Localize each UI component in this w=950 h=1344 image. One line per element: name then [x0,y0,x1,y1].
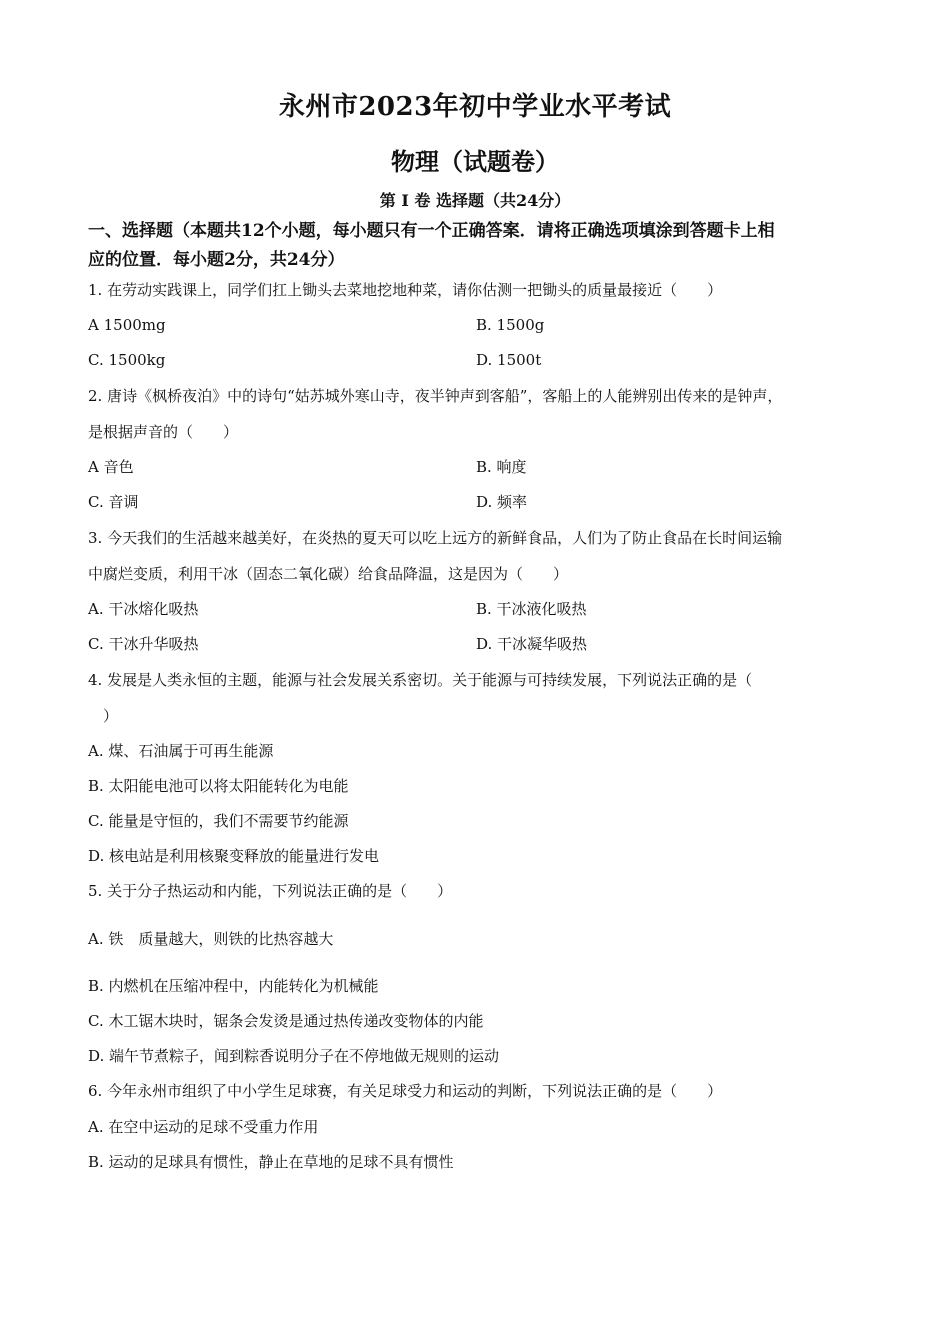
question-2-option-d: D. 频率 [476,493,528,511]
question-4-option-d: D. 核电站是利用核聚变释放的能量进行发电 [88,847,380,865]
question-3-option-b: B. 干冰液化吸热 [476,600,587,618]
exam-title: 永州市2023年初中学业水平考试 [278,92,672,122]
question-3-option-a: A. 干冰熔化吸热 [88,600,199,618]
question-3-option-d: D. 干冰凝华吸热 [476,635,588,653]
question-5-stem: 5. 关于分子热运动和内能，下列说法正确的是（ ） [88,882,453,900]
question-2-option-a: A 音色 [88,458,134,476]
question-4-option-c: C. 能量是守恒的，我们不需要节约能源 [88,812,349,830]
question-5-option-c: C. 木工锯木块时，锯条会发烫是通过热传递改变物体的内能 [88,1012,484,1030]
question-5-option-b: B. 内燃机在压缩冲程中，内能转化为机械能 [88,977,379,995]
question-6-option-b: B. 运动的足球具有惯性，静止在草地的足球不具有惯性 [88,1153,454,1171]
question-4-option-a: A. 煤、石油属于可再生能源 [88,742,274,760]
question-1-option-c: C. 1500kg [88,351,166,369]
section-heading-line-1: 一、选择题（本题共12个小题，每小题只有一个正确答案．请将正确选项填涂到答题卡上相 [88,221,775,241]
question-4-stem-line-1: 4. 发展是人类永恒的主题，能源与社会发展关系密切。关于能源与可持续发展，下列说法正确的是（ [88,671,753,689]
part-heading: 第 Ⅰ 卷 选择题（共24分） [379,191,571,210]
question-3-stem-line-1: 3. 今天我们的生活越来越美好，在炎热的夏天可以吃上远方的新鲜食品，人们为了防止食品在长时间运输 [88,529,783,547]
question-1-option-a: A 1500mg [88,316,166,334]
question-4-option-b: B. 太阳能电池可以将太阳能转化为电能 [88,777,349,795]
section-heading-line-2: 应的位置．每小题2分，共24分） [88,250,345,270]
exam-subtitle: 物理（试题卷） [391,147,559,176]
question-5-option-d: D. 端午节煮粽子，闻到粽香说明分子在不停地做无规则的运动 [88,1047,500,1065]
question-5-option-a: A. 铁 质量越大，则铁的比热容越大 [88,930,334,948]
question-4-stem-line-2: ） [88,707,119,725]
question-1-option-d: D. 1500t [476,351,542,369]
question-1-stem: 1. 在劳动实践课上，同学们扛上锄头去菜地挖地种菜，请你估测一把锄头的质量最接近（ ） [88,281,723,299]
question-2-option-b: B. 响度 [476,458,527,476]
question-2-option-c: C. 音调 [88,493,139,511]
question-2-stem-line-1: 2. 唐诗《枫桥夜泊》中的诗句“姑苏城外寒山寺，夜半钟声到客船”，客船上的人能辨别出传来的是钟声， [88,387,783,405]
question-2-stem-line-2: 是根据声音的（ ） [88,423,239,441]
question-3-option-c: C. 干冰升华吸热 [88,635,199,653]
question-6-stem: 6. 今年永州市组织了中小学生足球赛，有关足球受力和运动的判断，下列说法正确的是（ ） [88,1082,723,1100]
question-3-stem-line-2: 中腐烂变质，利用干冰（固态二氧化碳）给食品降温，这是因为（ ） [88,565,569,583]
question-1-option-b: B. 1500g [476,316,545,334]
question-6-option-a: A. 在空中运动的足球不受重力作用 [88,1118,319,1136]
